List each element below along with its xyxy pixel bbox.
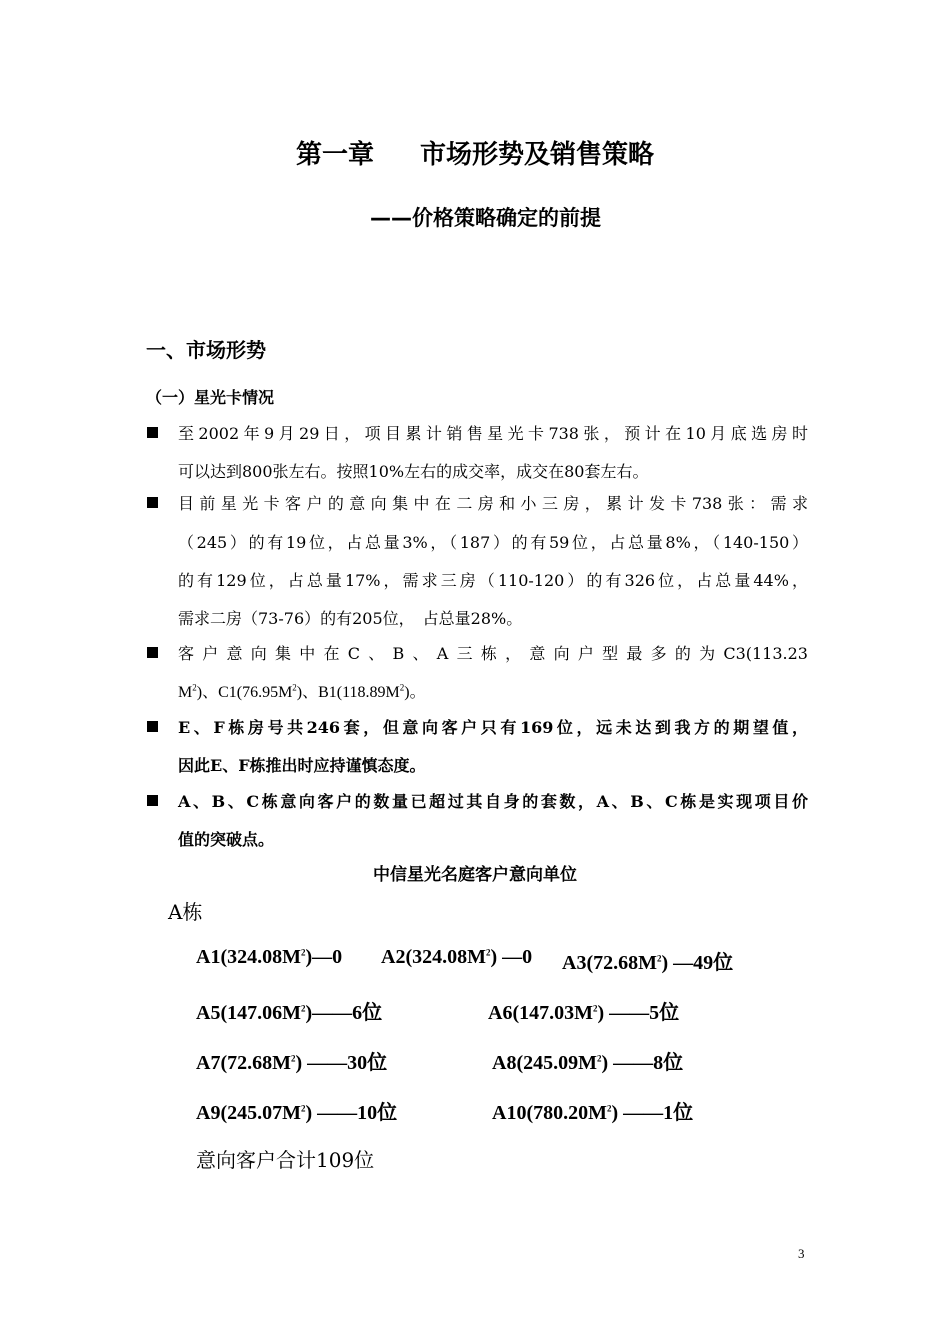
bullet-square-icon [146,720,160,734]
bullet-2-line-4: 需求二房（73-76）的有205位， 占总量28%。 [178,609,523,628]
unit-entry: $A3(72.68M^2)$ —49位 [562,952,734,974]
bullet-3-line-2: $M^2$)、$C1(76.95M^2)$、$B1(118.89M^2)$。 [178,682,426,701]
bullet-5-line-2: 值的突破点。 [178,830,275,849]
bullet-4-line-2: 因此E、F栋推出时应持谨慎态度。 [178,756,426,775]
unit-entry: $A5(147.06M^2)——6$位 [196,1002,383,1024]
chapter-subtitle: ——价格策略确定的前提 [370,206,601,230]
building-label: A栋 [168,900,203,924]
unit-entry: $A10(780.20M^2)$ ——1位 [492,1102,694,1124]
bullet-1-line-1: 至2002年9月29日，项目累计销售星光卡738张，预计在10月底选房时 [178,424,808,443]
table-caption: 中信星光名庭客户意向单位 [373,865,577,885]
intent-total: 意向客户合计109位 [196,1148,375,1172]
bullet-square-icon [146,794,160,808]
bullet-2-line-3: 的有129位，占总量17%，需求三房（110-120）的有326位，占总量44%， [178,571,808,590]
bullet-5-line-1: A、B、C栋意向客户的数量已超过其自身的套数，A、B、C栋是实现项目价 [178,792,808,811]
unit-entry: $A9(245.07M^2)$ ——10位 [196,1102,398,1124]
bullet-square-icon [146,426,160,440]
chapter-title [0,134,950,171]
bullet-square-icon [146,496,160,510]
page-number: 3 [798,1246,805,1261]
bullet-4-line-1: E、F栋房号共246套，但意向客户只有169位，远未达到我方的期望值， [178,718,808,737]
chapter-number: 第一章 [295,140,374,170]
chapter-name: 市场形势及销售策略 [420,140,655,170]
unit-entry: $A6(147.03M^2)$ ——5位 [488,1002,680,1024]
unit-entry: $A1(324.08M^2)—0$ [196,946,343,968]
bullet-2-line-2: （245）的有19位，占总量3%，（187）的有59位，占总量8%，（140-150） [178,533,808,552]
section-heading: 一、市场形势 [146,338,266,362]
bullet-2-line-1: 目前星光卡客户的意向集中在二房和小三房，累计发卡738张：需求 [178,494,808,513]
unit-entry: $A7(72.68M^2)$ ——30位 [196,1052,388,1074]
bullet-1-line-2: 可以达到800张左右。按照10%左右的成交率，成交在80套左右。 [178,462,649,481]
unit-entry: $A8(245.09M^2)$ ——8位 [492,1052,684,1074]
bullet-3-line-1: 客户意向集中在C、B、A三栋，意向户型最多的为C3(113.23 [178,644,808,663]
unit-entry: $A2(324.08M^2)$ —0 [381,946,533,968]
bullet-square-icon [146,646,160,660]
sub-heading: （一）星光卡情况 [146,388,275,407]
